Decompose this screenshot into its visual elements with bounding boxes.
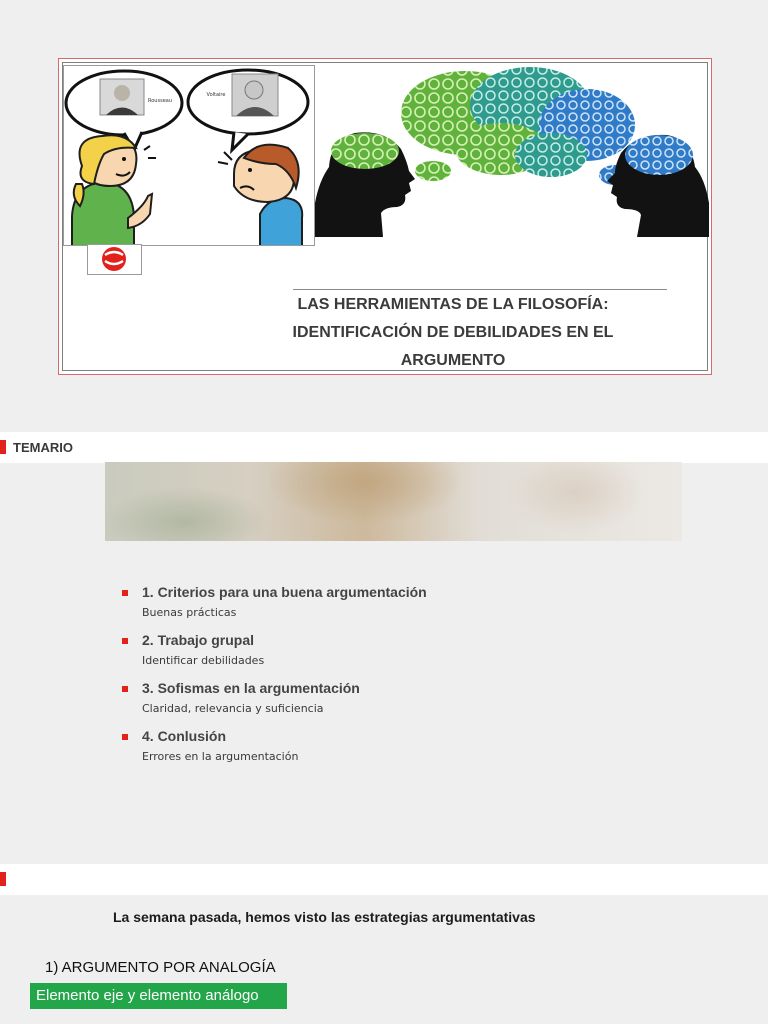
agenda-item-title: 1. Criterios para una buena argumentación <box>142 584 427 600</box>
agenda-item-subtitle: Errores en la argumentación <box>142 750 299 763</box>
agenda-item-subtitle: Claridad, relevancia y suficiencia <box>142 702 324 715</box>
list-item <box>122 632 622 680</box>
girl-character <box>72 135 156 246</box>
agenda-item-subtitle: Identificar debilidades <box>142 654 265 667</box>
list-item <box>122 728 622 776</box>
voltaire-caption: Voltaire <box>206 92 226 98</box>
agenda-list <box>122 584 622 776</box>
list-item <box>122 584 622 632</box>
analogy-elements-tag: Elemento eje y elemento análogo <box>30 983 287 1009</box>
section-marker <box>0 440 6 454</box>
right-head-silhouette <box>607 135 709 237</box>
bullet-icon <box>122 590 128 596</box>
agenda-item-title: 4. Conlusión <box>142 728 226 744</box>
thought-heads-illustration <box>315 63 709 237</box>
bullet-icon <box>122 734 128 740</box>
slide3-header <box>0 864 768 895</box>
university-logo <box>87 244 142 275</box>
temario-header <box>0 432 768 463</box>
bullet-icon <box>122 686 128 692</box>
agenda-item-title: 3. Sofismas en la argumentación <box>142 680 360 696</box>
agenda-item-subtitle: Buenas prácticas <box>142 606 237 619</box>
dialogue-illustration-svg <box>64 66 315 246</box>
dialogue-illustration <box>63 65 315 246</box>
header-photo <box>105 462 682 541</box>
section-marker <box>0 872 6 886</box>
thought-heads-svg <box>315 63 709 237</box>
slide-title-line-3: ARGUMENTO <box>400 352 506 369</box>
argument-title: 1) ARGUMENTO POR ANALOGÍA <box>45 959 276 976</box>
agenda-item-title: 2. Trabajo grupal <box>142 632 255 648</box>
title-slide-inner <box>62 62 708 371</box>
title-divider <box>293 289 667 290</box>
slide-title <box>223 291 683 375</box>
thought-cloud <box>401 67 635 185</box>
rousseau-caption: Rousseau <box>148 98 172 104</box>
slide-title-line-1: LAS HERRAMIENTAS DE LA FILOSOFÍA: <box>297 296 609 313</box>
list-item <box>122 680 622 728</box>
logo-mark-icon <box>88 245 141 274</box>
section-label: TEMARIO <box>13 440 73 455</box>
right-speech-bubble <box>188 70 308 150</box>
boy-character <box>218 145 302 246</box>
intro-text: La semana pasada, hemos visto las estrategias argumentativas <box>113 909 536 925</box>
slide-title-line-2: IDENTIFICACIÓN DE DEBILIDADES EN EL <box>292 324 614 341</box>
left-head-silhouette <box>315 132 415 237</box>
title-slide <box>58 58 712 375</box>
bullet-icon <box>122 638 128 644</box>
